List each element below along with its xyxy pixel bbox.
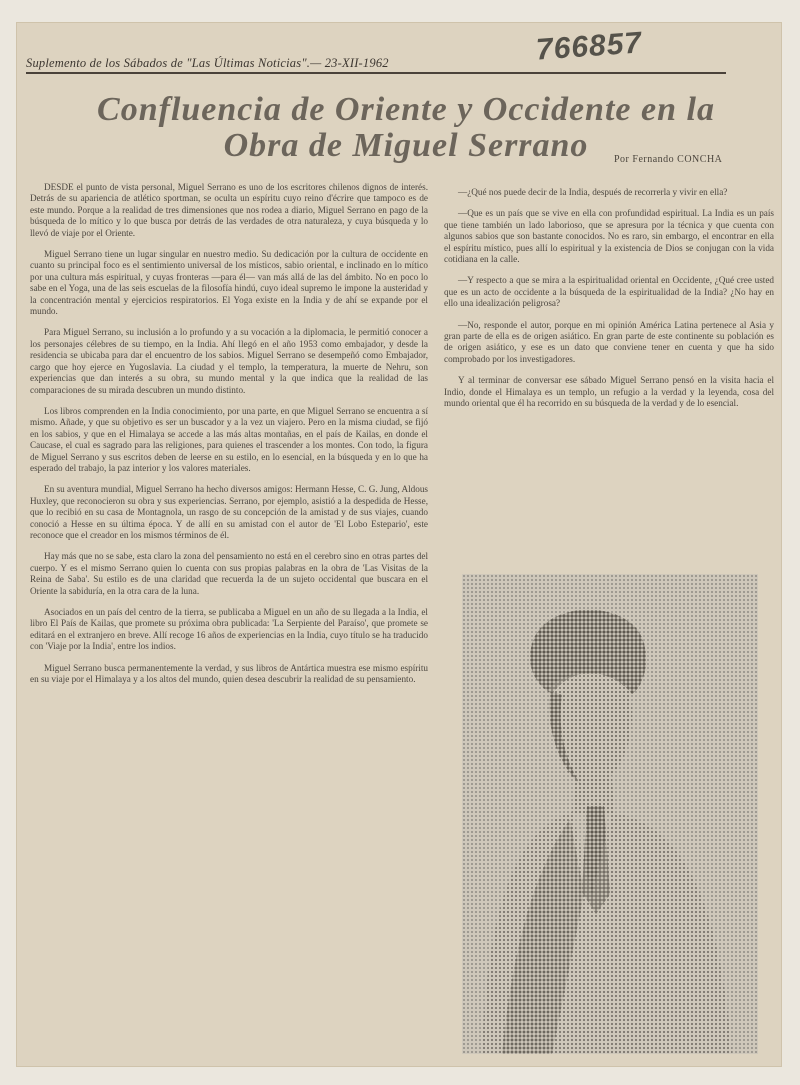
left-paragraph: Miguel Serrano tiene un lugar singular en nuestro medio. Su dedicación por la cultura de occidente en cuanto su principal foco es el sentimiento universal de los místicos, sabio oriental, e inclinado en lo mítico por una cultura más espiritual, y cuyas fronteras —para él— van más allá de las del ámbito. No en poco lo sabe en el Yoga, una de las seis escuelas de la filosofía hindú, cuyo ideal supremo le impone la austeridad y la concentración mental y ejercicios respiratorios. El Yoga existe en la India y de ahí se expande por el mundo. (30, 249, 428, 317)
article-left-column (30, 182, 428, 1062)
left-paragraph: Los libros comprenden en la India conocimiento, por una parte, en que Miguel Serrano se encuentra a sí mismo. Añade, y que su objetivo es ser un buscador y a la vez un viajero. Pero en la misma ciudad, se fijó en los sabios, y que en el Himalaya se accede a las más altas montañas, en el país de Kailas, en donde el Caucase, el cual es sagrado para las religiones, para quienes el trascender a los montes. Con todo, la figura de Miguel Serrano y sus escritos deben de leerse en su estilo, en lo esencial, en la búsqueda y en lo que ha esperado del trabajo, la paz interior y los valores materiales. (30, 405, 428, 473)
article-right-column (444, 187, 774, 562)
header-rule (26, 72, 726, 74)
right-paragraph: —¿Qué nos puede decir de la India, después de recorrerla y vivir en ella? (458, 187, 728, 197)
article-title-line1: Confluencia de Oriente y Occidente en la (97, 91, 715, 128)
portrait-figure (462, 574, 758, 1054)
right-paragraph: —No, responde el autor, porque en mi opinión América Latina pertenece al Asia y gran parte de ella es de origen asiático. En gran parte de este continente su población es de origen asiático, y ese es un dato que conviene tener en cuenta y que ha sido comprobado por los investigadores. (444, 319, 774, 364)
left-paragraph: DESDE el punto de vista personal, Miguel Serrano es uno de los escritores chilenos dignos de interés. Detrás de su apariencia de atlético sportman, se oculta un espíritu cuyo reino d'écrire que tampoco es de este mundo. Porque a la realidad de tres dimensiones que nos rodea a diario, Miguel Serrano en pago de la búsqueda de lo mítico y lo que busca por detrás de las verdades de otra naturaleza, y cuya búsqueda y lo llevó de viaje por el Oriente. (30, 182, 428, 238)
right-paragraph: —Y respecto a que se mira a la espiritualidad oriental en Occidente, ¿Qué cree usted que es un acto de occidente a la búsqueda de la espiritualidad de la India? ¿No hay en ello una idealización peligrosa? (444, 275, 774, 309)
left-paragraph: Para Miguel Serrano, su inclusión a lo profundo y a su vocación a la diplomacia, le permitió conocer a los personajes célebres de su tiempo, en la India. Ahí llegó en el año 1953 como embajador, y desde la residencia se ubicaba para dar el encuentro de los sabios. Miguel Serrano se desempeñó como Embajador, cargo que hoy ejerce en Yugoslavia. La ciudad y el templo, la temperatura, la muerte de Nehru, son experiencias que dan interés a su obra, su mundo mental y la que indica que la realidad de las comparaciones de su mirada descubren un mundo distinto. (30, 327, 428, 395)
newspaper-clipping (16, 22, 782, 1067)
left-paragraph: Hay más que no se sabe, esta claro la zona del pensamiento no está en el cerebro sino en otras partes del cuerpo. Y es el mismo Serrano quien lo cuenta con sus propias palabras en la obra de 'Las Visitas de la Reina de Saba'. Su estilo es de una claridad que recuerda la de un sujeto occidental que buscara en el Oriente la sabiduría, en la otra cara de la luna. (30, 551, 428, 596)
supplement-header: Suplemento de los Sábados de "Las Últimas Noticias".— 23-XII-1962 (26, 56, 389, 70)
right-paragraph: —Que es un país que se vive en ella con profundidad espiritual. La India es un país que tiene también un lado laborioso, que se apresura por la técnica y que cuenta con algunos sabios que son bastante conocidos. No es raro, sin embargo, el encontrar en ella el espíritu místico, pues allí lo espiritual y la existencia de Dios se conjugan con la vida cotidiana en la calle. (444, 208, 774, 265)
byline: Por Fernando CONCHA (614, 154, 723, 165)
right-paragraph: Y al terminar de conversar ese sábado Miguel Serrano pensó en la visita hacia el Indio, donde el Himalaya es un templo, un refugio a la verdad y la leyenda, cosa del mundo oriental que él ha recorrido en su búsqueda de la verdad y de lo esencial. (444, 375, 774, 409)
left-paragraph: En su aventura mundial, Miguel Serrano ha hecho diversos amigos: Hermann Hesse, C. G. Jung, Aldous Huxley, que reconocieron su obra y sus experiencias. Serrano, por ejemplo, asistió a la despedida de Hesse, que lo recibió en su casa de Montagnola, un rasgo de su concepción de la amistad y de sus viajes, cuando conoció a Hesse en su última época. Y de allí en su amistad con el autor de 'El Lobo Estepario', este reconoce que el creador en los mismos términos de él. (30, 484, 428, 540)
article-title-line2: Obra de Miguel Serrano (223, 127, 589, 164)
catalog-number: 766857 (534, 26, 644, 67)
left-paragraph: Miguel Serrano busca permanentemente la verdad, y sus libros de Antártica muestra ese mismo espíritu en su viaje por el Himalaya y a los altos del mundo, quien desea descubrir la realidad de su pensamiento. (30, 662, 428, 685)
portrait-photo (462, 574, 758, 1054)
left-paragraph: Asociados en un país del centro de la tierra, se publicaba a Miguel en un año de su llegada a la India, el libro El País de Kailas, que promete su próxima obra publicada: 'La Serpiente del Paraíso', que promete se editará en el extranjero en breve. Allí recoge 16 años de experiencias en la India, cuyo título se ha traducido con 'Viaje por la India', entre los indios. (30, 607, 428, 652)
